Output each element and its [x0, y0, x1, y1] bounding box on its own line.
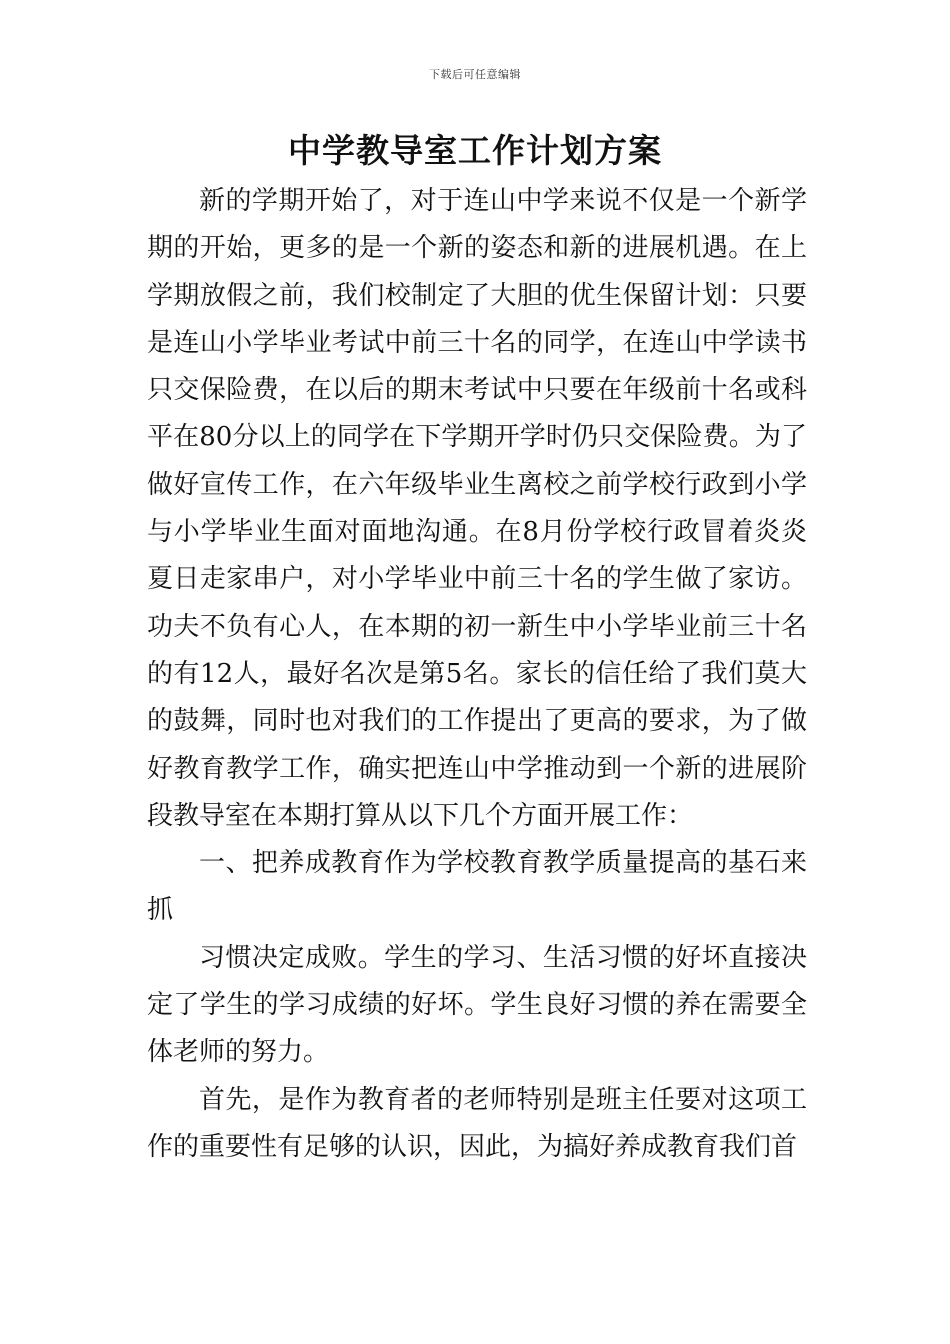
paragraph-intro: 新的学期开始了，对于连山中学来说不仅是一个新学期的开始，更多的是一个新的姿态和新的进展机遇。在上学期放假之前，我们校制定了大胆的优生保留计划：只要是连山小学毕业考试中前三十名的同学，在连山中学读书只交保险费，在以后的期末考试中只要在年级前十名或科平在80分以上的同学在下学期开学时仍只交保险费。为了做好宣传工作，在六年级毕业生离校之前学校行政到小学与小学毕业生面对面地沟通。在8月份学校行政冒着炎炎夏日走家串户，对小学毕业中前三十名的学生做了家访。功夫不负有心人，在本期的初一新生中小学毕业前三十名的有12人，最好名次是第5名。家长的信任给了我们莫大的鼓舞，同时也对我们的工作提出了更高的要求，为了做好教育教学工作，确实把连山中学推动到一个新的进展阶段教导室在本期打算从以下几个方面开展工作：: [147, 186, 807, 831]
paragraph-section-heading: 一、把养成教育作为学校教育教学质量提高的基石来抓: [147, 848, 807, 926]
document-title: 中学教导室工作计划方案: [288, 131, 662, 170]
paragraph-first: 首先，是作为教育者的老师特别是班主任要对这项工作的重要性有足够的认识，因此，为搞好养成教育我们首: [147, 1084, 807, 1162]
header-note: 下载后可任意编辑: [429, 68, 521, 81]
paragraph-habits: 习惯决定成败。学生的学习、生活习惯的好坏直接决定了学生的学习成绩的好坏。学生良好习惯的养在需要全体老师的努力。: [147, 942, 807, 1068]
document-body: [147, 178, 807, 1171]
